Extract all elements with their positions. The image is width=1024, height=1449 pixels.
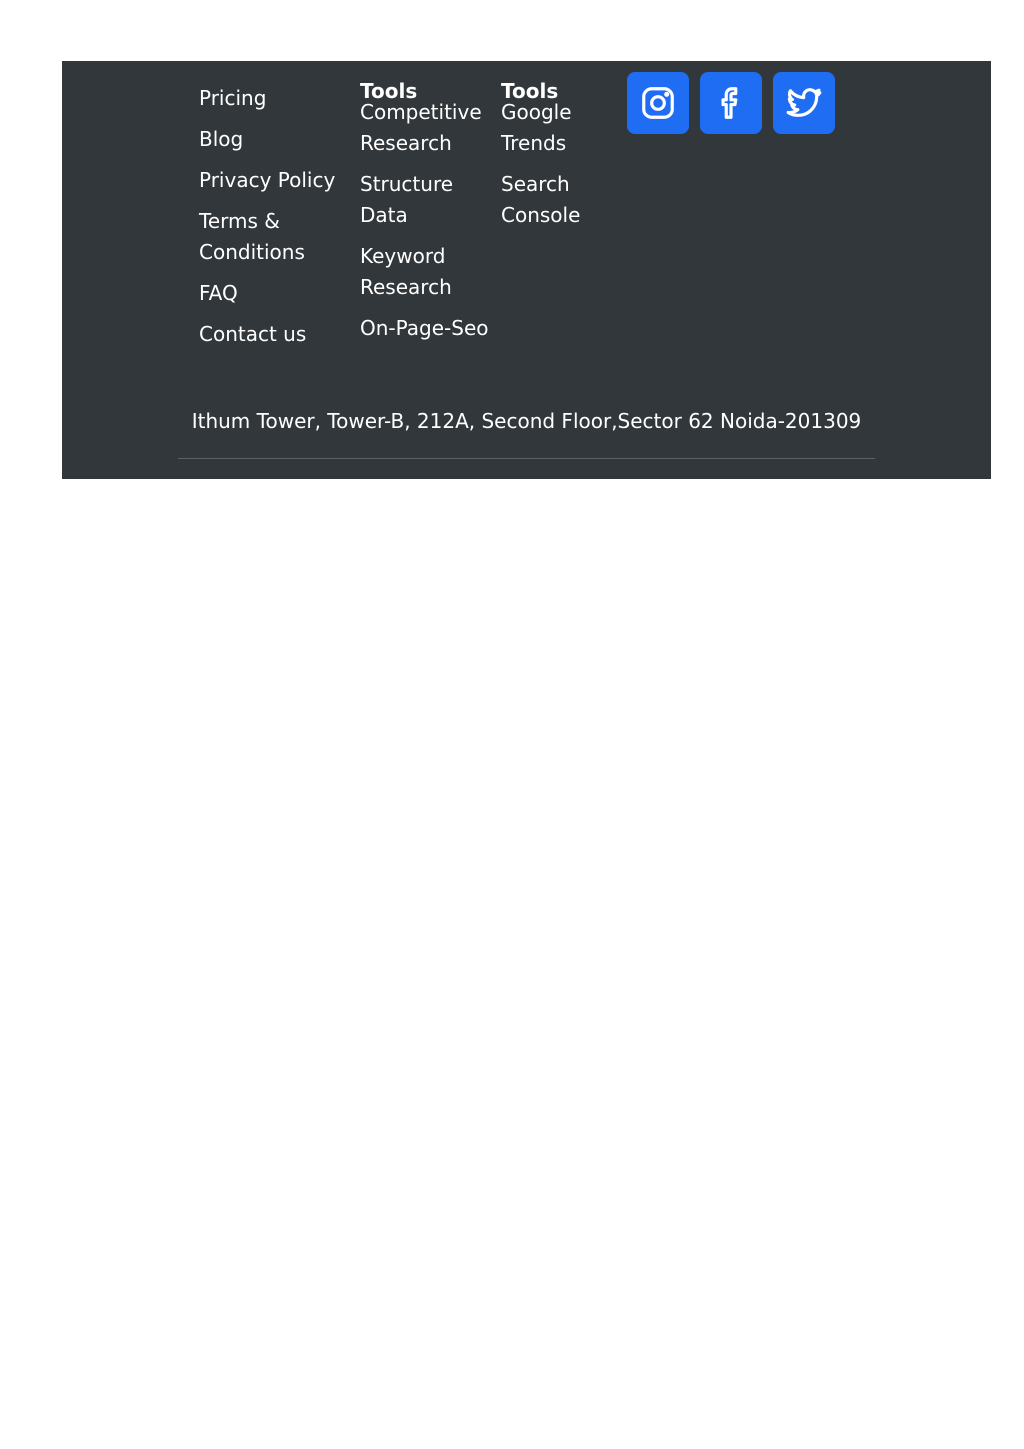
footer-link-item — [360, 97, 490, 159]
company-links — [199, 83, 349, 360]
heading-line-2: Tools — [360, 79, 418, 103]
terms-conditions-link[interactable]: Terms & Conditions — [199, 209, 305, 264]
faq-link[interactable]: FAQ — [199, 281, 238, 305]
pricing-link[interactable]: Pricing — [199, 86, 267, 110]
instagram-button[interactable] — [627, 72, 689, 134]
heading-line-2: Tools — [501, 79, 559, 103]
footer-link-item — [199, 83, 349, 114]
footer-link-item — [199, 319, 349, 350]
twitter-icon — [785, 84, 823, 122]
facebook-button[interactable] — [700, 72, 762, 134]
twitter-button[interactable] — [773, 72, 835, 134]
heading-line-1 — [360, 61, 417, 76]
structure-data-link[interactable]: Structure Data — [360, 172, 454, 227]
google-trends-link[interactable]: Google Trends — [501, 100, 572, 155]
blog-link[interactable]: Blog — [199, 127, 244, 151]
footer-link-item — [360, 241, 490, 303]
footer-link-item — [360, 169, 490, 231]
heading-line-1 — [501, 61, 558, 76]
site-footer — [62, 61, 991, 479]
footer-link-item — [199, 278, 349, 309]
competitive-research-link[interactable]: Competitive Research — [360, 100, 482, 155]
search-console-link[interactable]: Search Console — [501, 172, 581, 227]
footer-link-item — [199, 124, 349, 155]
footer-link-item — [199, 206, 349, 268]
footer-link-item — [501, 97, 611, 159]
instagram-icon — [639, 84, 677, 122]
on-page-seo-link[interactable]: On-Page-Seo — [360, 316, 489, 340]
contact-us-link[interactable]: Contact us — [199, 322, 307, 346]
footer-link-item — [199, 165, 349, 196]
footer-link-item — [360, 313, 490, 344]
google-tools-links — [501, 97, 611, 241]
keyword-research-link[interactable]: Keyword Research — [360, 244, 452, 299]
facebook-icon — [712, 84, 750, 122]
footer-link-item — [501, 169, 611, 231]
privacy-policy-link[interactable]: Privacy Policy — [199, 168, 336, 192]
research-tools-links — [360, 97, 490, 354]
footer-divider — [178, 458, 875, 459]
company-address: Ithum Tower, Tower-B, 212A, Second Floor,Sector 62 Noida-201309 — [191, 409, 862, 433]
social-links — [627, 72, 835, 134]
